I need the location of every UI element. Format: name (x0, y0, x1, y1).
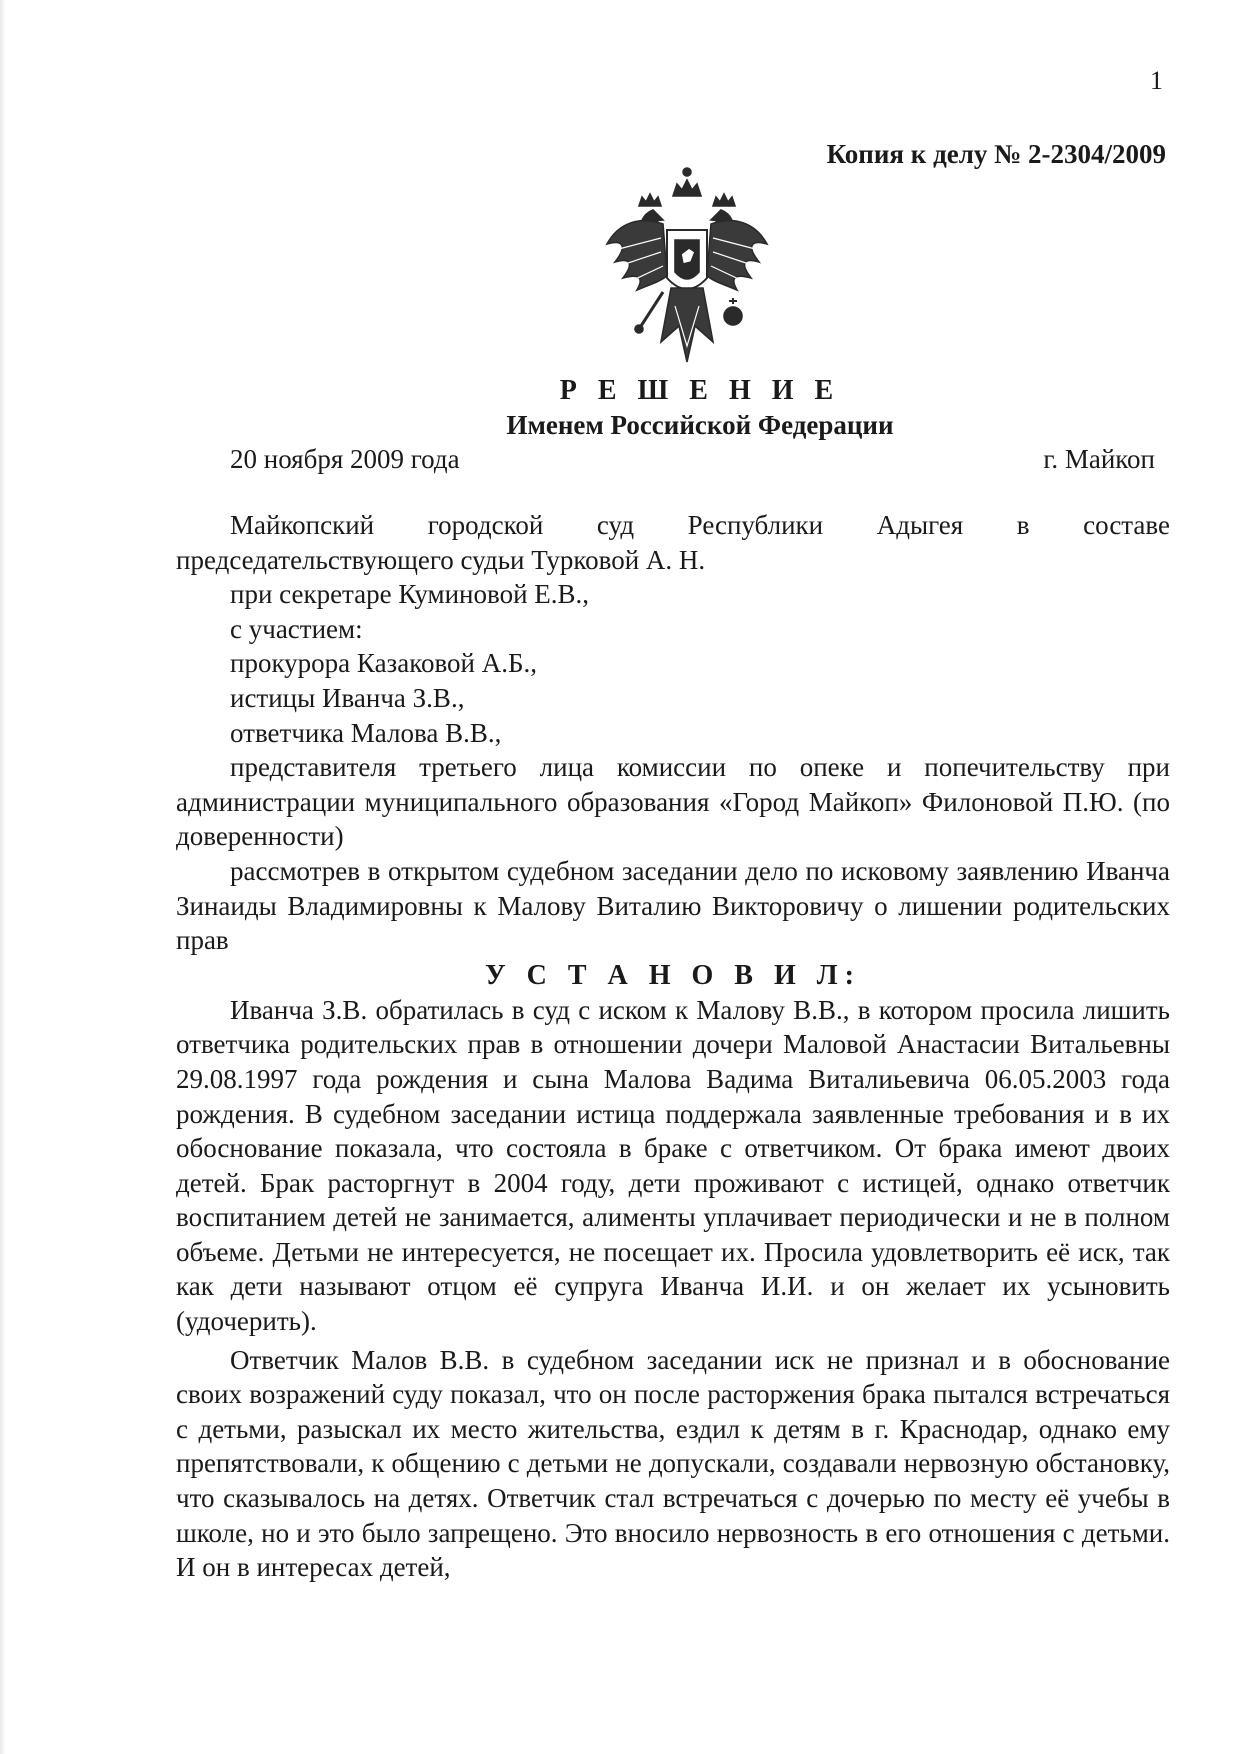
russian-eagle-emblem-icon (601, 166, 773, 364)
section-heading: У С Т А Н О В И Л: (485, 959, 861, 991)
case-description: рассмотрев в открытом судебном заседании дело по исковому заявлению Иванча Зинаиды Владимировны к Малову Виталию Викторовичу о лишении родительских прав (176, 855, 1170, 956)
plaintiff-line: истицы Иванча З.В., (230, 682, 465, 713)
finding-paragraph: Ответчик Малов В.В. в судебном заседании иск не признал и в обоснование своих возражений суду показал, что он после расторжения брака пытался встречаться с детьми, разыскал их место жительства, ездил к детям в г. Краснодар, однако ему препятствовали, к общению с детьми не допускали, создавали нервозную обстановку, что сказывалось на детях. Ответчик стал встречаться с дочерью по месту её учебы в школе, но и это было запрещено. Это вносило нервозность в его отношения с детьми. И он в интересах детей, (176, 1344, 1170, 1583)
third-party-line: представителя третьего лица комиссии по опеке и попечительству при администрации муниципального образования «Город Майкоп» Филоновой П.Ю. (по доверенности) (176, 752, 1170, 852)
case-reference: Копия к делу № 2-2304/2009 (826, 139, 1166, 169)
decision-date: 20 ноября 2009 года (230, 444, 460, 474)
scan-edge-shadow (0, 0, 6, 1754)
page-number: 1 (1150, 66, 1163, 95)
decision-city: г. Майкоп (1043, 444, 1155, 474)
secretary-line: при секретаре Куминовой Е.В., (230, 579, 590, 610)
participants-label: с участием: (230, 613, 363, 644)
document-subtitle: Именем Российской Федерации (506, 410, 894, 440)
defendant-line: ответчика Малова В.В., (230, 717, 502, 748)
prosecutor-line: прокурора Казаковой А.Б., (230, 648, 537, 679)
finding-paragraph: Иванча З.В. обратилась в суд с иском к Малову В.В., в котором просила лишить ответчика родительских прав в отношении дочери Маловой Анастасии Витальевны 29.08.1997 года рождения и сына Малова Вадима Виталиьевича 06.05.2003 года рождения. В судебном заседании истица поддержала заявленные требования и в их обоснование показала, что состояла в браке с ответчиком. От брака имеют двоих детей. Брак расторгнут в 2004 году, дети проживают с истицей, однако ответчик воспитанием детей не занимается, алименты уплачивает периодически и не в полном объеме. Детьми не интересуется, не посещает их. Просила удовлетворить её иск, так как дети называют отцом её супруга Иванча И.И. и он желает их усыновить (удочерить). (176, 994, 1170, 1337)
document-body (176, 508, 1170, 1585)
court-composition: Майкопский городской суд Республики Адыгея в составе председательствующего судьи Турковой А. Н. (176, 510, 1170, 575)
document-title: Р Е Ш Е Н И Е (559, 375, 841, 406)
